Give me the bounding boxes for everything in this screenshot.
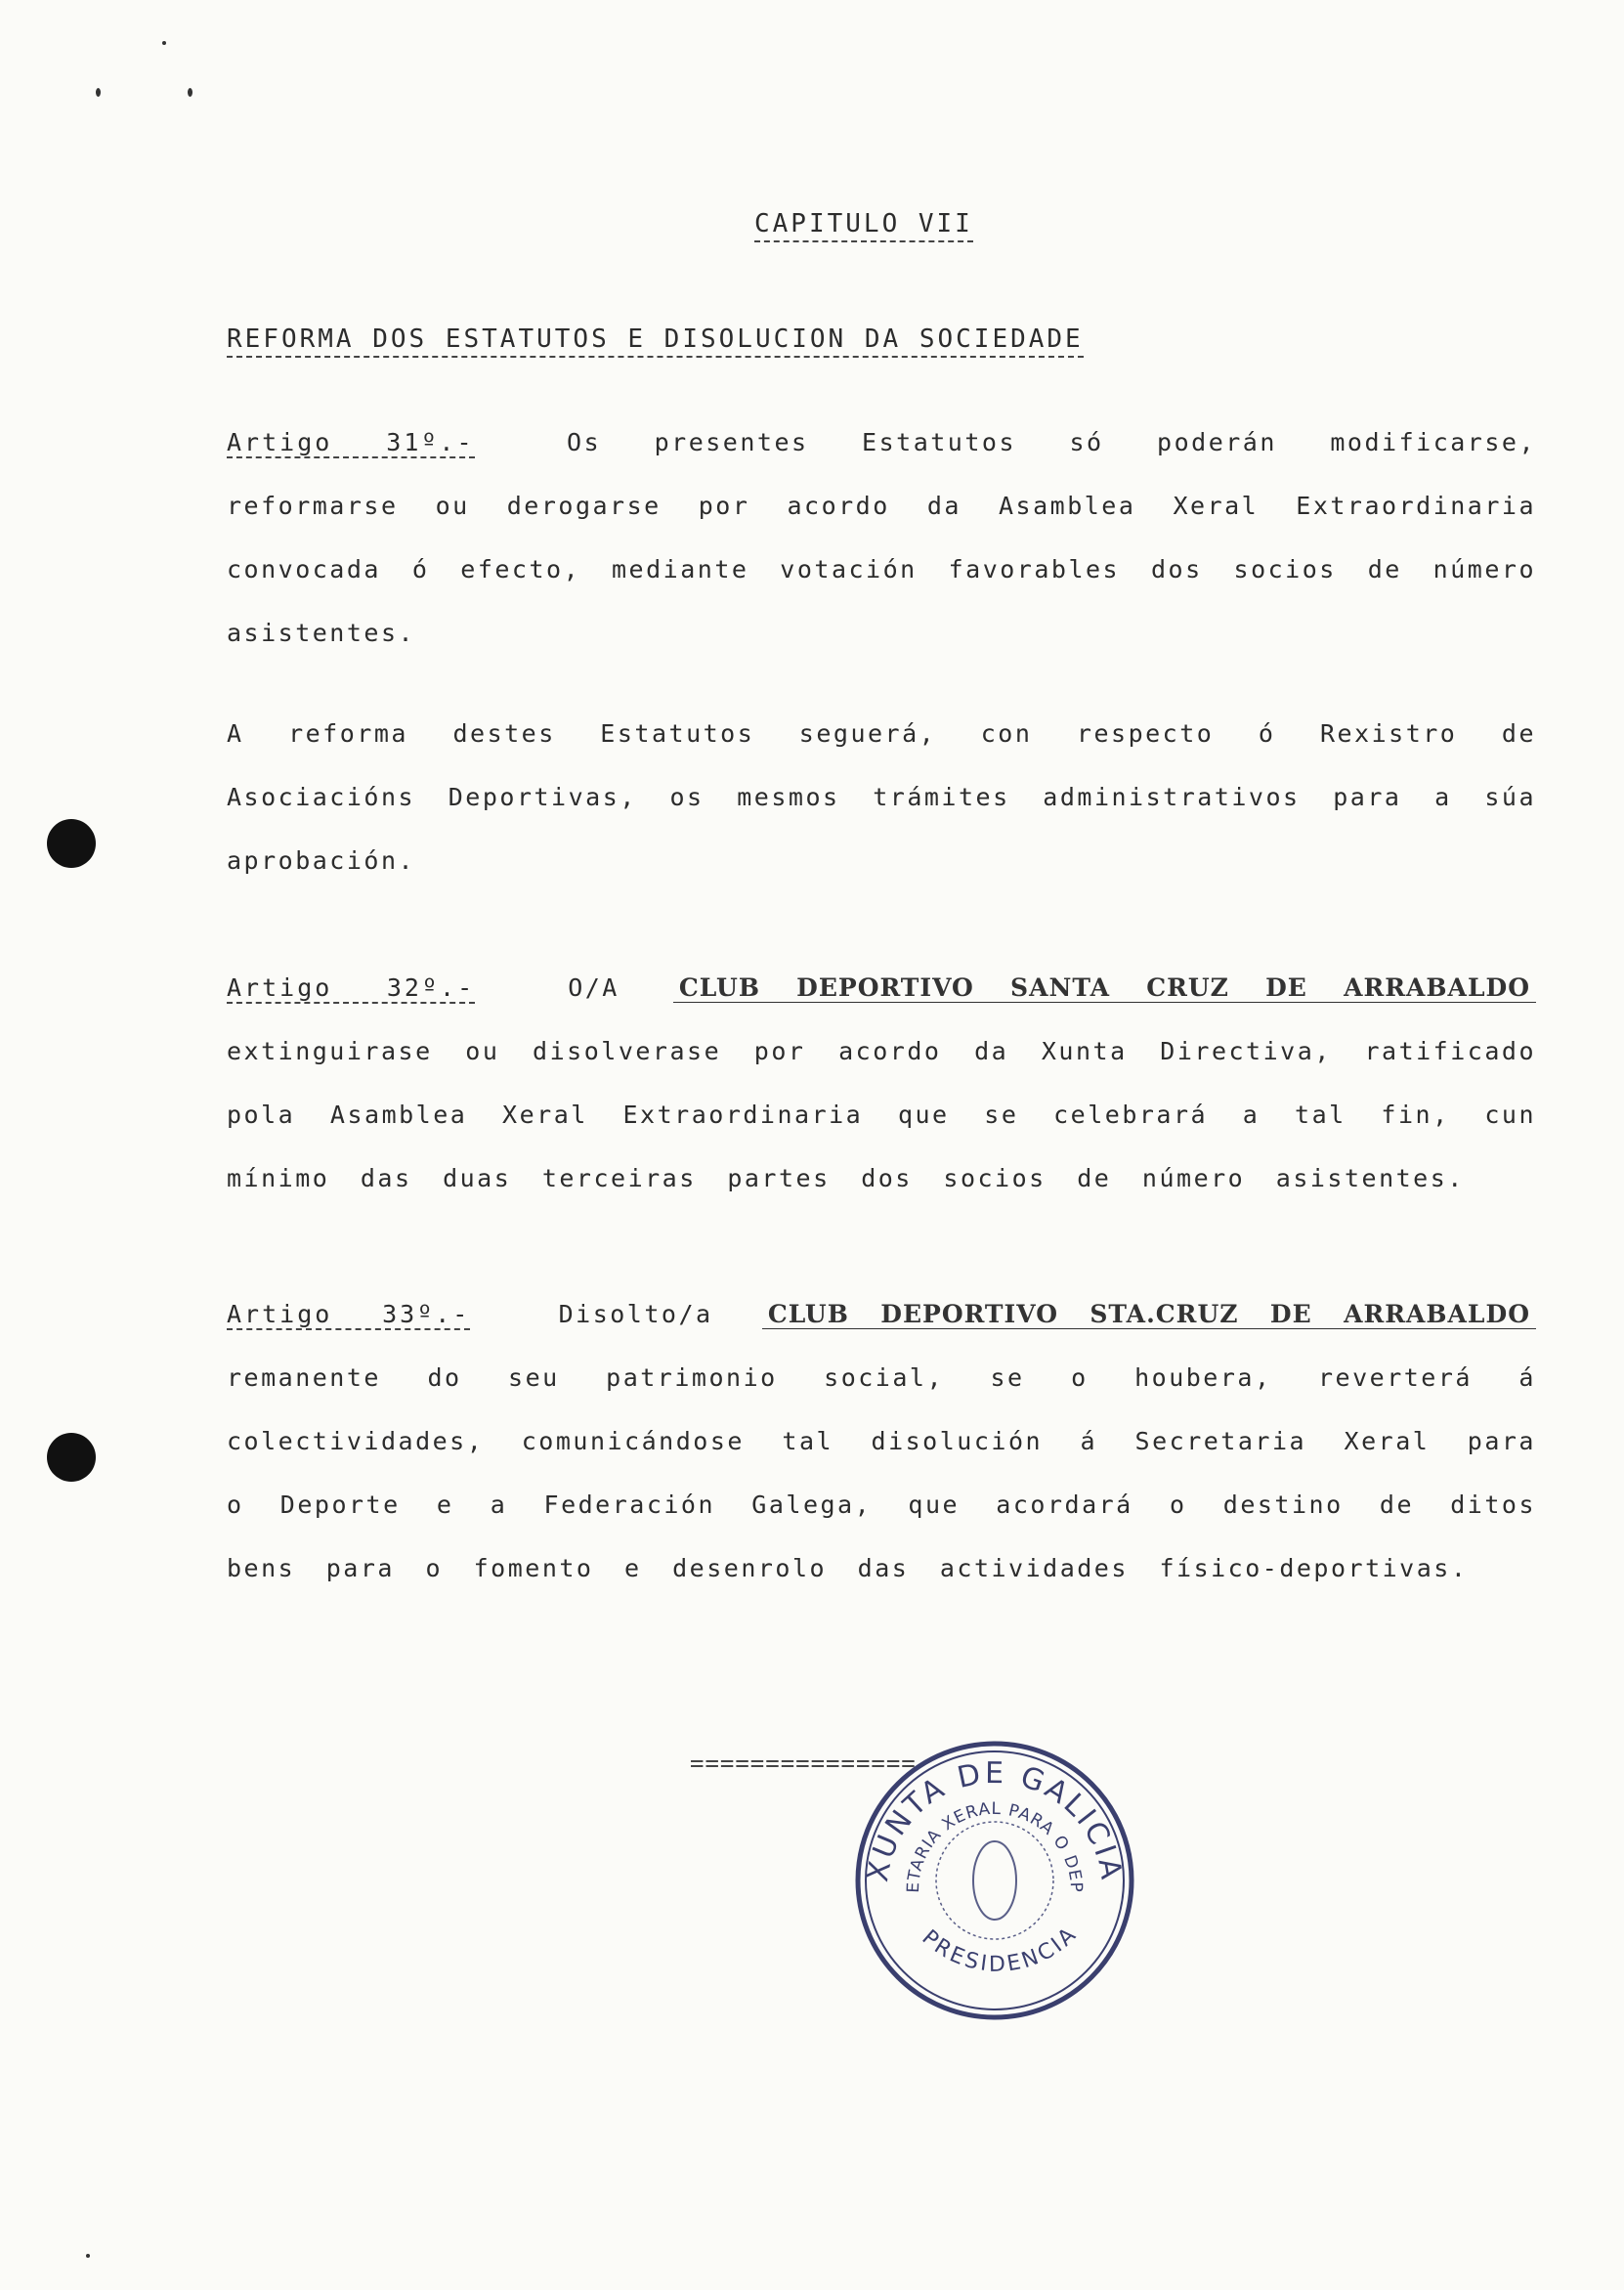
chapter-title: CAPITULO VII (754, 209, 973, 242)
article-31-paragraph (227, 410, 1536, 665)
official-stamp (848, 1734, 1141, 2027)
article-32-label: Artigo 32º.- (227, 973, 476, 1002)
article-33-club-name: CLUB DEPORTIVO STA.CRUZ DE ARRABALDO (762, 1300, 1536, 1329)
stamp-outer-text: XUNTA DE GALICIA (861, 1755, 1129, 1884)
ink-speck (86, 2254, 90, 2258)
article-31-reform-paragraph (227, 702, 1536, 892)
article-31-text: Os presentes Estatutos só poderán modificarse, reformarse ou derogarse por acordo da Asamblea Xeral Extraordinaria convocada ó efecto, mediante votación favorables dos socios de número asistentes. (227, 428, 1536, 647)
ink-speck (188, 88, 192, 97)
stamp-inner-text: ETARIA XERAL PARA O DEP (903, 1798, 1087, 1894)
article-33-label: Artigo 33º.- (227, 1300, 471, 1328)
article-33-prefix: Disolto/a (558, 1300, 713, 1328)
article-33-paragraph (227, 1282, 1536, 1600)
stamp-seal-icon (848, 1734, 1141, 2027)
separator-line: =============== (690, 1750, 917, 1777)
punch-hole (47, 1433, 96, 1482)
article-32-text: extinguirase ou disolverase por acordo da Xunta Directiva, ratificado pola Asamblea Xeral Extraordinaria que se celebrará a tal fin, cun mínimo das duas terceiras partes dos socios de número asistentes. (227, 1037, 1536, 1192)
svg-text:PRESIDENCIA (918, 1922, 1083, 1977)
article-33-text: remanente do seu patrimonio social, se o houbera, reverterá á colectividades, comunicándose tal disolución á Secretaria Xeral para o Deporte e a Federación Galega, que acordará o destino de ditos bens para o fomento e desenrolo das actividades físico-deportivas. (227, 1363, 1536, 1582)
ink-speck (162, 41, 166, 45)
article-32-paragraph (227, 956, 1536, 1210)
ink-speck (96, 88, 101, 97)
svg-text:XUNTA DE GALICIA (861, 1756, 1129, 1884)
stamp-bottom-text: PRESIDENCIA (917, 1921, 1083, 1977)
article-32-club-name: CLUB DEPORTIVO SANTA CRUZ DE ARRABALDO (673, 973, 1536, 1003)
article-32-prefix: O/A (568, 973, 620, 1002)
article-31-reform-text: A reforma destes Estatutos seguerá, con respecto ó Rexistro de Asociacións Deportivas, os mesmos trámites administrativos para a súa aprobación. (227, 719, 1536, 875)
article-31-label: Artigo 31º.- (227, 428, 475, 456)
punch-hole (47, 819, 96, 868)
section-title: REFORMA DOS ESTATUTOS E DISOLUCION DA SOCIEDADE (227, 324, 1084, 358)
